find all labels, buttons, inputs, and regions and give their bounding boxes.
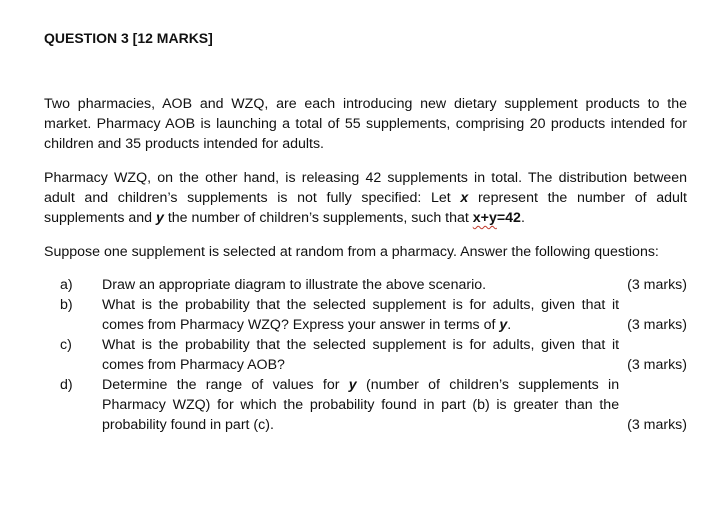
marks-label: (3 marks) — [627, 357, 687, 373]
question-text: Draw an appropriate diagram to illustrate the above scenario. — [102, 277, 487, 293]
question-text: What is the probability that the selected supplement is for adults, given that it comes from Pharmacy AOB? — [102, 337, 620, 373]
question-text: What is the probability that the selected supplement is for adults, given that it comes from Pharmacy WZQ? Express your answer in terms of y. — [102, 297, 620, 333]
question-d — [60, 375, 687, 435]
question-list — [44, 275, 687, 435]
wzq-text-1: Pharmacy WZQ, on the other hand, is releasing 42 supplements in total. The distribution between adult and children’s supplements is not fully specified: Let — [44, 170, 687, 206]
instruction-paragraph: Suppose one supplement is selected at random from a pharmacy. Answer the following questions: — [44, 244, 659, 260]
wzq-text-2: represent the number of adult supplements and — [44, 190, 687, 226]
question-letter: d) — [60, 377, 73, 393]
equation-rest: =42 — [496, 210, 521, 226]
marks-label: (3 marks) — [627, 417, 687, 433]
variable-y: y — [348, 377, 357, 393]
question-text: Determine the range of values for y (number of children’s supplements in Pharmacy WZQ) for which the probability found in part (b) is greater than the probability found in part (c). — [102, 377, 620, 433]
intro-paragraph: Two pharmacies, AOB and WZQ, are each introducing new dietary supplement products to the market. Pharmacy AOB is launching a total of 55 supplements, comprising 20 products intended for children and 35 products intended for adults. — [44, 96, 687, 152]
wzq-paragraph — [44, 168, 687, 228]
question-title: QUESTION 3 [12 MARKS] — [44, 30, 213, 46]
question-b — [60, 295, 687, 335]
variable-y: y — [499, 317, 508, 333]
equation — [473, 210, 521, 226]
variable-x: x — [460, 190, 469, 206]
spellcheck-underline: x+y — [472, 210, 497, 226]
question-c — [60, 335, 687, 375]
question-a — [60, 275, 687, 295]
question-letter: c) — [60, 337, 72, 353]
question-letter: b) — [60, 297, 73, 313]
variable-y: y — [156, 210, 164, 226]
wzq-text-3: the number of children’s supplements, such that — [163, 210, 473, 226]
wzq-text-end: . — [520, 210, 525, 226]
marks-label: (3 marks) — [627, 277, 687, 293]
marks-label: (3 marks) — [627, 317, 687, 333]
question-letter: a) — [60, 277, 73, 293]
